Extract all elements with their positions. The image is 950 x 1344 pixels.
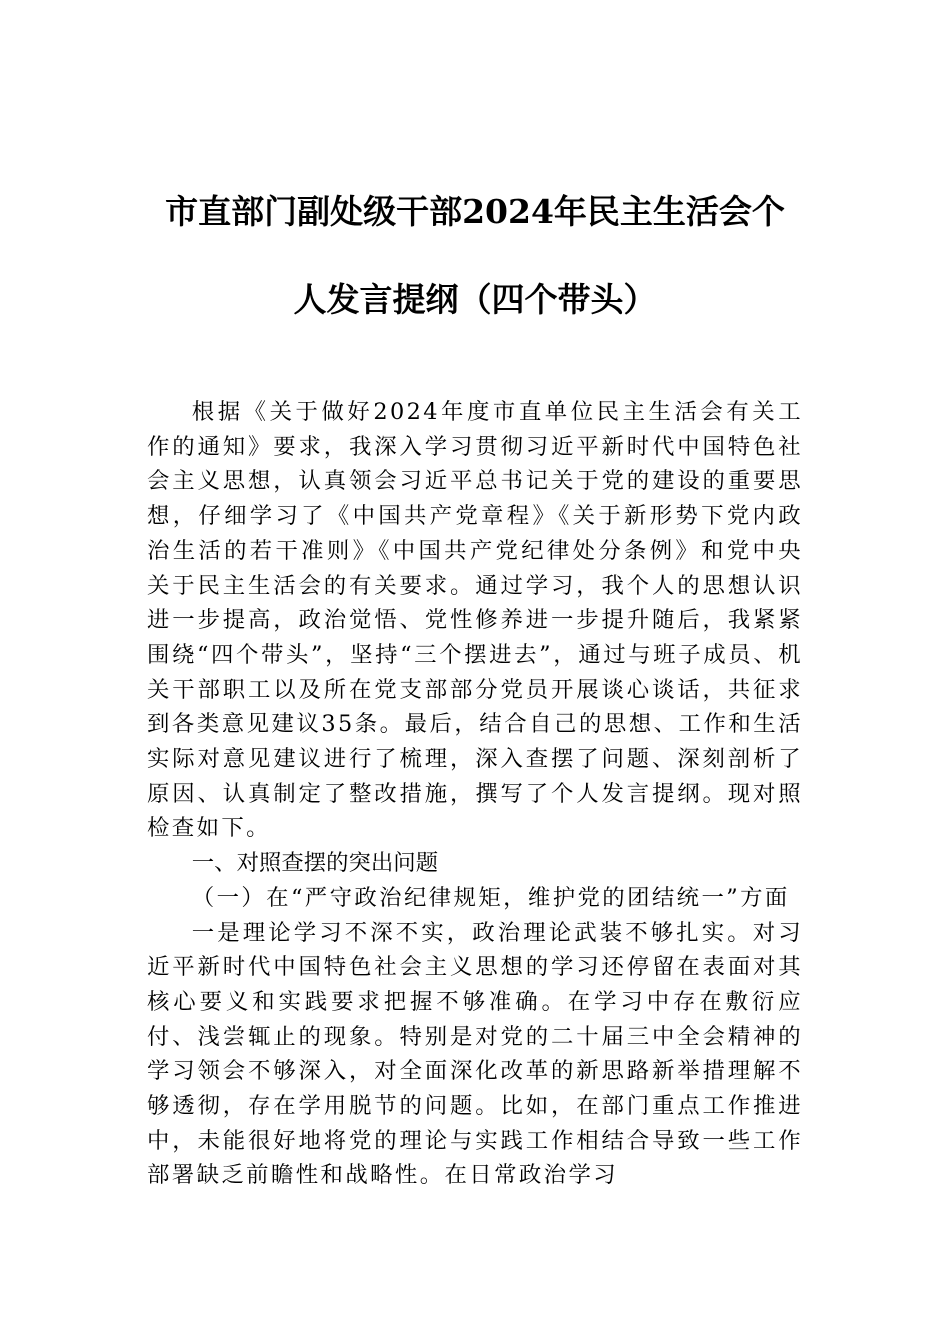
subsection-heading: （一）在“严守政治纪律规矩，维护党的团结统一”方面 [191, 884, 790, 911]
document-title: 市直部门副处级干部2024年民主生活会个人发言提纲（四个带头） [165, 192, 785, 319]
intro-paragraph: 根据《关于做好2024年度市直单位民主生活会有关工作的通知》要求，我深入学习贯彻习近平新时代中国特色社会主义思想，认真领会习近平总书记关于党的建设的重要思想，仔细学习了《中国共产党章程》《关于新形势下党内政治生活的若干准则》《中国共产党纪律处分条例》和党中央关于民主生活会的有关要求。通过学习，我个人的思想认识进一步提高，政治觉悟、党性修养进一步提升随后，我紧紧围绕“四个带头”，坚持“三个摆进去”，通过与班子成员、机关干部职工以及所在党支部部分党员开展谈心谈话，共征求到各类意见建议35条。最后，结合自己的思想、工作和生活实际对意见建议进行了梳理，深入查摆了问题、深刻剖析了原因、认真制定了整改措施，撰写了个人发言提纲。现对照检查如下。 [147, 399, 803, 842]
section-heading: 一、对照查摆的突出问题 [191, 850, 439, 877]
document-body [147, 395, 803, 1193]
point-paragraph: 一是理论学习不深不实，政治理论武装不够扎实。对习近平新时代中国特色社会主义思想的学习还停留在表面对其核心要义和实践要求把握不够准确。在学习中存在敷衍应付、浅尝辄止的现象。特别是对党的二十届三中全会精神的学习领会不够深入，对全面深化改革的新思路新举措理解不够透彻，存在学用脱节的问题。比如，在部门重点工作推进中，未能很好地将党的理论与实践工作相结合导致一些工作部署缺乏前瞻性和战略性。在日常政治学习 [147, 919, 803, 1189]
